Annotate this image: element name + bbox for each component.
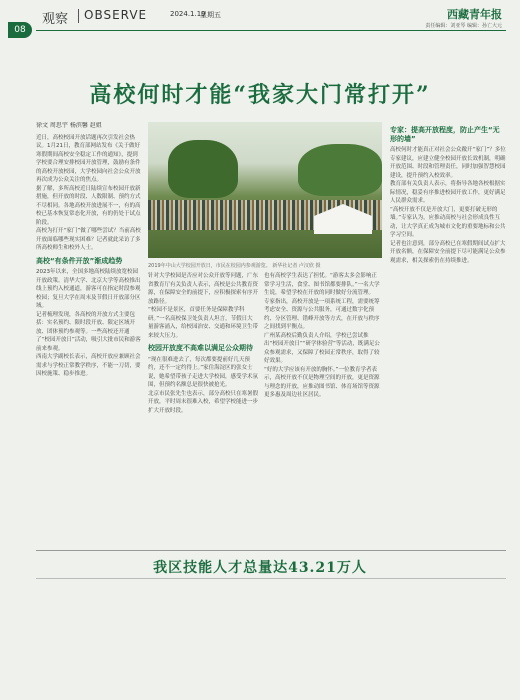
paragraph: 教育部有关负责人表示，将指导各地各校根据实际情况，稳妥有序推进校园开放工作，更好满足人民群众需求。 <box>390 181 506 204</box>
subheading: 校园开放度不高难以满足公众期待 <box>148 344 253 352</box>
issue-date: 2024.1.19 <box>170 10 206 18</box>
paragraph: 近日，高校校园开放话题再次引发社会热议。1月21日，教育部网站发布《关于做好寒假期间高校安全稳定工作的通知》，提到学校要合理安排校园开放管理，鼓励有条件的高校开放校园，大学校园向社会公众开放再次成为公众关注的焦点。 <box>36 134 141 183</box>
second-headline-rule <box>36 578 506 579</box>
article-column-2 <box>148 272 258 547</box>
header-rule <box>36 30 506 31</box>
section-separator <box>78 9 79 23</box>
issue-weekday: 星期五 <box>200 11 221 19</box>
article-column-1 <box>36 122 142 547</box>
section-title: 观察 <box>42 12 69 27</box>
paragraph: 记者也注意到，部分高校已在寒假期间试点扩大开放名额，在保障安全前提下尽可能满足公众参观需求，相关探索仍在持续推进。 <box>390 240 506 264</box>
byline: 徐文 周思宇 杨滨馨 赵姐 <box>36 122 102 129</box>
article-column-4 <box>390 122 506 547</box>
paragraph: 广州某高校后勤负责人介绍，学校已尝试推出“校园开放日”“研学体验营”等活动，既满足公众参观需求，又保障了校园正常秩序，取得了较好效果。 <box>264 332 380 364</box>
photo-tree <box>168 140 238 198</box>
page-number: 08 <box>8 22 32 38</box>
paragraph: 西南大学副校长表示，高校开放应兼顾社会需求与学校正常教学秩序，不能一刀切，要因校施策、稳步推进。 <box>36 354 141 377</box>
paragraph: 高校为打开“家门”做了哪些尝试？当前高校开放面临哪些现实困难？记者就此采访了多所高校师生和校外人士。 <box>36 228 141 251</box>
photo-caption: 2019年中山大学校园开放日，市民在校园内参观游览。 新华社记者 卢汉欣 摄 <box>148 263 321 269</box>
paragraph: 2023年以来，全国多地高校陆续放宽校园开放政策。清华大学、北京大学等高校推出线上预约入校通道，游客可在指定时段参观校园；复旦大学在周末及节假日开放部分区域。 <box>36 269 141 309</box>
paragraph: 记者梳理发现，各高校的开放方式主要包括：实名预约、限时段开放、限定区域开放、团体预约参观等。一些高校还开通了“校园开放日”活动，吸引大批市民和游客前来参观。 <box>36 311 141 352</box>
page-header <box>0 0 520 40</box>
subheading: 高校“有条件开放”渐成趋势 <box>36 256 123 265</box>
subheading: 专家：提高开放程度，防止产生“无形的墙” <box>390 126 500 143</box>
article-divider <box>36 550 506 551</box>
paragraph: “高校开放不仅是开放大门，更要打破无形的墙。”专家认为，应推动高校与社会形成良性互动，让大学真正成为城市文化的重要地标和公共学习空间。 <box>390 206 506 238</box>
paragraph: 据了解，多所高校近日陆续宣布校园开放新措施，但开放的时段、人数限制、预约方式不尽相同。各地高校开放进展不一，有的高校已基本恢复常态化开放，有的仍处于试点阶段。 <box>36 185 141 226</box>
paragraph: “好的大学应该有开放的胸怀。”一位教育学者表示，高校开放不仅是物理空间的开放，更是资源与理念的开放，应推动图书馆、体育场馆等资源更多惠及周边社区居民。 <box>264 366 380 398</box>
paragraph: 北京市民张先生也表示，部分高校只在寒暑假开放，平时周末很难入校，希望学校能进一步扩大开放时段。 <box>148 390 258 414</box>
paragraph: “校园不是景区，首要任务是保障教学科研。”一名高校保卫处负责人坦言，节假日大量游客涌入，给校园治安、交通和环境卫生带来较大压力。 <box>148 307 258 339</box>
article-column-3 <box>264 272 382 547</box>
paragraph: “现在很难进去了，每次都要提前好几天预约，还不一定约得上。”家住海淀区的张女士说，她希望带孩子走进大学校园，感受学术氛围，但预约名额总是很快被抢光。 <box>148 356 258 388</box>
main-headline: 高校何时才能“我家大门常打开” <box>89 82 431 108</box>
newspaper-name: 西藏青年报 <box>447 8 502 21</box>
editor-credits: 责任编辑：刘亚琴 编辑：孙亡大元 <box>425 23 502 29</box>
news-photo <box>148 122 382 258</box>
second-headline: 我区技能人才总量达43.21万人 <box>153 560 367 576</box>
paragraph: 高校何时才能真正对社会公众敞开“家门”？多位专家建议，应建立健全校园开放长效机制，明确开放范围、时段和管理责任，同时加强智慧校园建设，提升预约入校效率。 <box>390 147 506 179</box>
paragraph: 专家指出，高校开放是一项系统工程，需要统筹考虑安全、资源与公共服务，可通过数字化预约、分区管理、错峰开放等方式，在开放与秩序之间找到平衡点。 <box>264 298 380 330</box>
photo-tree <box>298 144 382 196</box>
paragraph: 针对大学校园是否应对公众开放等问题，广东省教育厅有关负责人表示，高校是公共教育资源，在保障安全的前提下，应积极探索有序开放路径。 <box>148 273 258 305</box>
section-title-en: OBSERVE <box>84 8 148 22</box>
paragraph: 也有高校学生表达了担忧。“游客太多会影响正常学习生活，食堂、图书馆都要排队。”一名大学生说，希望学校在开放的同时做好分流管理。 <box>264 273 380 296</box>
